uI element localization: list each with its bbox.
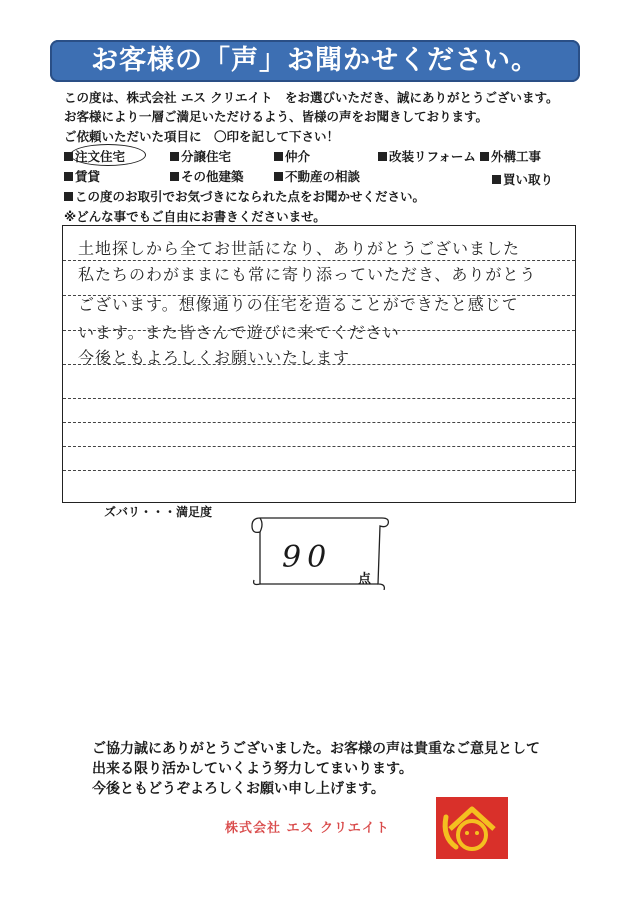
intro-line-1: この度は、株式会社 エス クリエイト をお選びいただき、誠にありがとうございます。 — [64, 90, 559, 105]
house-logo-icon — [436, 797, 508, 859]
option-brokerage[interactable]: 仲介 — [274, 147, 310, 165]
checkbox-icon — [64, 172, 73, 181]
satisfaction-label: ズバリ・・・満足度 — [104, 505, 213, 519]
company-name: 株式会社 エス クリエイト — [225, 821, 390, 836]
writing-line — [63, 260, 575, 261]
option-custom-home[interactable]: 注文住宅 — [64, 147, 125, 165]
handwritten-line-2: 私たちのわがままにも常に寄り添っていただき、ありがとう — [78, 265, 537, 284]
closing-line-3: 今後ともどうぞよろしくお願い申し上げます。 — [92, 781, 385, 797]
option-real-estate-consult[interactable]: 不動産の相談 — [274, 167, 360, 185]
checkbox-icon — [170, 152, 179, 161]
writing-line — [63, 422, 575, 423]
handwritten-line-4: います。また皆さんで遊びに来てください — [78, 323, 400, 342]
feedback-prompt: この度のお取引でお気づきになられた点をお聞かせください。 — [64, 187, 425, 205]
checkbox-icon — [64, 152, 73, 161]
checkbox-icon — [170, 172, 179, 181]
checkbox-icon — [480, 152, 489, 161]
checkbox-icon — [378, 152, 387, 161]
writing-line — [63, 446, 575, 447]
satisfaction-score: 90 — [282, 540, 333, 575]
option-subdivision-home[interactable]: 分譲住宅 — [170, 147, 231, 165]
checkbox-icon — [274, 152, 283, 161]
handwritten-line-5: 今後ともよろしくお願いいたします — [78, 348, 351, 367]
intro-line-3: ご依頼いただいた項目に 〇印を記して下さい！ — [64, 129, 340, 144]
writing-line — [63, 398, 575, 399]
free-prompt: ※どんな事でもご自由にお書きくださいませ。 — [64, 209, 326, 224]
checkbox-icon — [274, 172, 283, 181]
option-rental[interactable]: 賃貸 — [64, 167, 100, 185]
handwritten-line-3: ございます。想像通りの住宅を造ることができたと感じて — [78, 295, 519, 314]
option-other-construction[interactable]: その他建築 — [170, 167, 244, 185]
intro-line-2: お客様により一層ご満足いただけるよう、皆様の声をお聞きしております。 — [64, 109, 489, 124]
page-title: お客様の「声」お聞かせください。 — [50, 40, 580, 82]
option-renovation[interactable]: 改装リフォーム — [378, 147, 476, 165]
closing-line-2: 出来る限り活かしていくよう努力してまいります。 — [92, 761, 413, 777]
company-logo — [436, 797, 508, 859]
score-unit: 点 — [358, 572, 372, 587]
option-exterior[interactable]: 外構工事 — [480, 147, 541, 165]
square-bullet-icon — [64, 192, 73, 201]
closing-line-1: ご協力誠にありがとうございました。お客様の声は貴重なご意見として — [92, 741, 540, 757]
option-buyout[interactable]: 買い取り — [492, 170, 553, 188]
handwritten-line-1: 土地探しから全てお世話になり、ありがとうございました — [78, 239, 521, 258]
writing-line — [63, 470, 575, 471]
checkbox-icon — [492, 175, 501, 184]
